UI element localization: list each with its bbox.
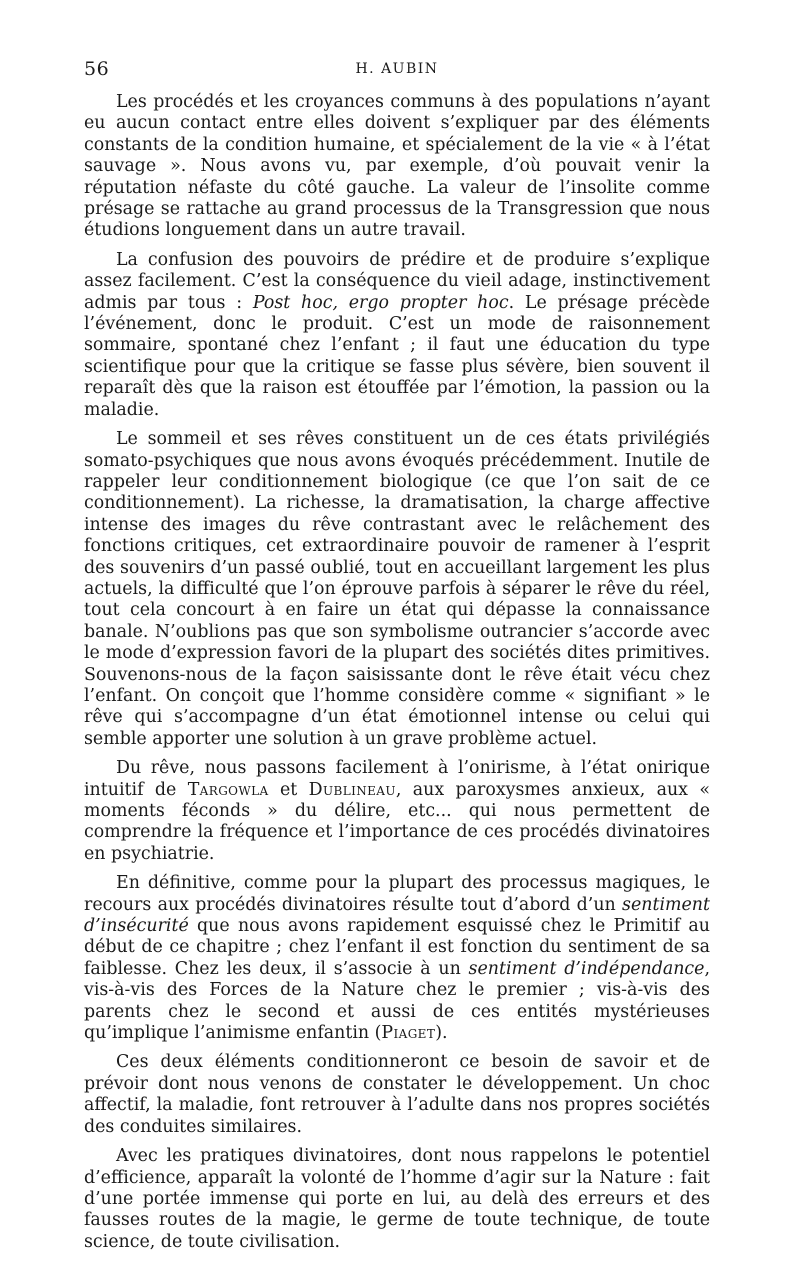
text-run: En définitive, comme pour la plupart des processus magiques, le recours aux procédés divinatoires résulte tout d’abord d’un <box>84 873 710 915</box>
emphasis-text: Post hoc, ergo propter hoc <box>252 292 509 313</box>
text-run: Les procédés et les croyances communs à des populations n’ayant eu aucun contact entre elles doivent s’expliquer par des éléments constants de la condition humaine, et spécialement de la vie « à l’état sauvage ». Nous avons vu, par exemple, d’où pouvait venir la réputation néfaste du côté gauche. La valeur de l’insolite comme présage se rattache au grand processus de la Transgression que nous étudions longuement dans un autre travail. <box>84 92 710 241</box>
text-run: et <box>268 779 309 800</box>
text-run: Du rêve, nous passons facilement à l’onirisme, à l’état onirique intuitif de <box>84 758 710 800</box>
author-name: Piaget <box>381 1023 436 1044</box>
text-run: Le sommeil et ses rêves constituent un de ces états privilégiés somato-psychiques que nous avons évoqués précédemment. Inutile de rappeler leur conditionnement biologique (ce que l’on sait de ce conditionnement). La richesse, la dramatisation, la charge affective intense des images du rêve contrastant avec le relâchement des fonctions critiques, cet extraordinaire pouvoir de ramener à l’esprit des souvenirs d’un passé oublié, tout en accueillant largement les plus actuels, la difficulté que l’on éprouve parfois à séparer le rêve du réel, tout cela concourt à en faire un état qui dépasse la connaissance banale. N’oublions pas que son symbolisme outrancier s’accorde avec le mode d’expression favori de la plupart des sociétés dites primitives. Souvenons-nous de la façon saisissante dont le rêve était vécu chez l’enfant. On conçoit que l’homme considère comme « signifiant » le rêve qui s’accompagne d’un état émotionnel intense ou celui qui semble apporter une solution à un grave problème actuel. <box>84 429 710 749</box>
paragraph-6 <box>84 1052 710 1138</box>
emphasis-text: sentiment d’indépendance <box>468 958 705 979</box>
text-run: La confusion des pouvoirs de prédire et de produire s’explique assez facilement. C’est la conséquence du vieil adage, instinctivement admis par tous : <box>84 249 710 313</box>
body-text <box>84 92 710 1253</box>
author-name: Targowla <box>187 779 269 800</box>
text-run: que nous avons rapidement esquissé chez le Primitif au début de ce chapitre ; chez l’enfant il est fonction du sentiment de sa faiblesse. Chez les deux, il s’associe à un <box>84 916 710 979</box>
paragraph-7 <box>84 1146 710 1253</box>
book-page <box>84 58 710 1261</box>
paragraph-3 <box>84 429 710 750</box>
text-run: ). <box>435 1023 448 1044</box>
text-run: , vis-à-vis des Forces de la Nature chez le premier ; vis-à-vis des parents chez le second et aussi de ces entités mystérieuses qu’implique l’animisme enfantin ( <box>84 958 710 1044</box>
author-name: Dublineau <box>308 779 396 800</box>
text-run: Ces deux éléments conditionneront ce besoin de savoir et de prévoir dont nous venons de constater le développement. Un choc affectif, la maladie, font retrouver à l’adulte dans nos propres sociétés des conduites similaires. <box>84 1052 710 1137</box>
emphasis-text: sentiment d’insécurité <box>84 894 710 937</box>
page-number: 56 <box>84 58 110 80</box>
paragraph-2 <box>84 250 710 421</box>
paragraph-4 <box>84 758 710 865</box>
page-header <box>84 58 710 84</box>
text-run: . Le présage précède l’événement, donc le produit. C’est un mode de raisonnement sommaire, spontané chez l’enfant ; il faut une éducation du type scientifique pour que la critique se fasse plus sévère, bien souvent il reparaît dès que la raison est étouffée par l’émotion, la passion ou la maladie. <box>84 292 710 420</box>
text-run: , aux paroxysmes anxieux, aux « moments féconds » du délire, etc... qui nous permettent de comprendre la fréquence et l’importance de ces procédés divinatoires en psychiatrie. <box>84 779 711 864</box>
running-head: H. AUBIN <box>355 61 439 77</box>
paragraph-1 <box>84 92 710 242</box>
paragraph-5 <box>84 873 710 1044</box>
text-run: Avec les pratiques divinatoires, dont nous rappelons le potentiel d’efficience, apparaît la volonté de l’homme d’agir sur la Nature : fait d’une portée immense qui porte en lui, au delà des erreurs et des fausses routes de la magie, le germe de toute technique, de toute science, de toute civilisation. <box>84 1146 710 1252</box>
